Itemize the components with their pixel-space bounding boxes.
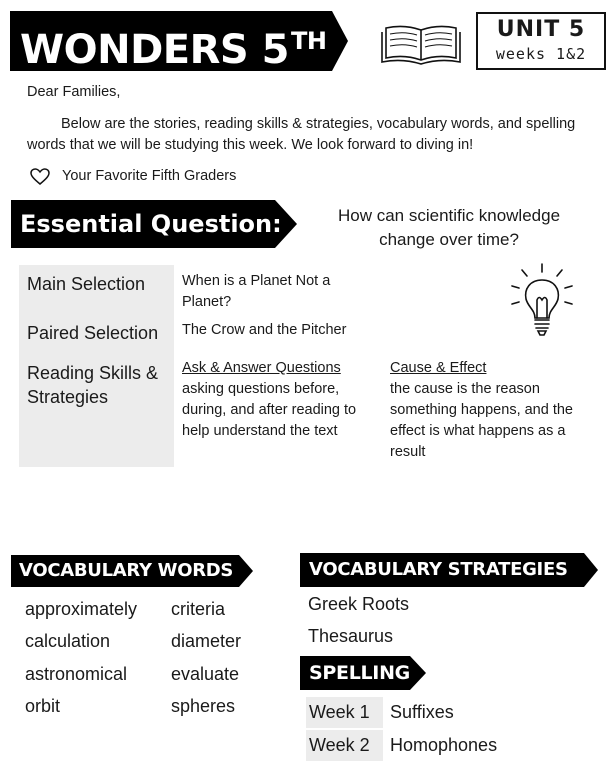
vocabulary-strategy: Greek Roots <box>308 594 410 614</box>
reading-skills-label: Reading Skills & Strategies <box>27 363 159 407</box>
vocabulary-word: calculation <box>25 631 111 651</box>
essential-question-label: Essential Question: <box>20 210 282 238</box>
page-title: WONDERS 5TH <box>20 27 327 73</box>
vocabulary-words-banner-arrow <box>239 555 253 587</box>
skill-description: the cause is the reason something happens, and the effect is what happens as a result <box>390 381 573 460</box>
paired-selection-value: The Crow and the Pitcher <box>182 322 347 338</box>
unit-label: UNIT 5 <box>496 17 586 42</box>
unit-weeks: weeks 1&2 <box>495 45 587 63</box>
title-superscript: TH <box>291 27 327 55</box>
vocabulary-word: diameter <box>171 631 242 651</box>
skill-title: Ask & Answer Questions <box>182 360 341 376</box>
spelling-pattern: Homophones <box>390 735 498 755</box>
vocabulary-word: approximately <box>25 599 138 619</box>
essential-question-text: How can scientific knowledge change over time? <box>337 206 561 249</box>
spelling-pattern: Suffixes <box>390 702 454 722</box>
vocabulary-words-label: VOCABULARY WORDS <box>19 560 234 581</box>
vocabulary-word: evaluate <box>171 664 240 684</box>
vocabulary-word: criteria <box>171 599 226 619</box>
letter-greeting: Dear Families, <box>27 84 121 100</box>
skill-title: Cause & Effect <box>390 360 487 376</box>
vocabulary-strategies-banner-arrow <box>584 553 598 587</box>
lightbulb-icon <box>506 260 578 342</box>
skill-item <box>390 358 595 463</box>
vocabulary-word: spheres <box>171 696 236 716</box>
letter-signoff: Your Favorite Fifth Graders <box>62 168 237 184</box>
paired-selection-label: Paired Selection <box>27 323 159 343</box>
main-selection-value: When is a Planet Not a Planet? <box>182 273 331 310</box>
vocabulary-word: astronomical <box>25 664 128 684</box>
main-selection-label: Main Selection <box>27 274 146 294</box>
vocabulary-strategy: Thesaurus <box>308 626 394 646</box>
spelling-week-label: Week 2 <box>309 735 370 755</box>
heart-icon <box>30 168 50 186</box>
spelling-label: SPELLING <box>309 662 410 684</box>
skill-item <box>182 358 382 442</box>
title-banner-arrow <box>332 11 348 71</box>
vocabulary-strategies-label: VOCABULARY STRATEGIES <box>309 559 568 580</box>
vocabulary-word: orbit <box>25 696 61 716</box>
unit-box <box>476 12 606 70</box>
skill-description: asking questions before, during, and after reading to help understand the text <box>182 381 357 439</box>
spelling-banner-arrow <box>410 656 426 690</box>
spelling-week-label: Week 1 <box>309 702 370 722</box>
letter-body: Below are the stories, reading skills & strategies, vocabulary words, and spelling words that we will be studying this week. We look forward to diving in! <box>27 116 576 153</box>
open-book-icon <box>380 20 462 66</box>
